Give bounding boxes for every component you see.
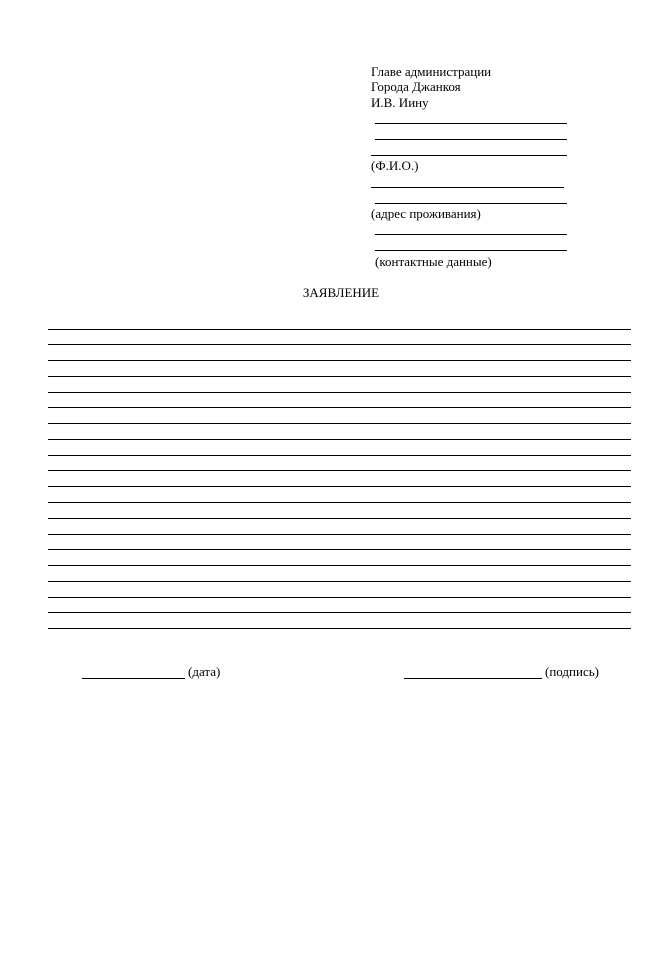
body-line: [48, 581, 631, 582]
body-line: [48, 470, 631, 471]
signature-blank-line: [404, 678, 542, 679]
body-line: [48, 439, 631, 440]
body-line: [48, 597, 631, 598]
body-line: [48, 376, 631, 377]
fio-blank-line-1: [375, 123, 567, 124]
body-line: [48, 392, 631, 393]
addressee-line-2: Города Джанкоя: [371, 79, 461, 94]
body-line: [48, 423, 631, 424]
body-line: [48, 502, 631, 503]
addressee-line-1: Главе администрации: [371, 64, 492, 79]
fio-blank-line-3: [371, 155, 567, 156]
fio-caption: (Ф.И.О.): [371, 158, 419, 173]
body-line: [48, 628, 631, 629]
signature-caption: (подпись): [545, 664, 599, 679]
date-blank-line: [82, 678, 185, 679]
body-line: [48, 534, 631, 535]
body-line: [48, 360, 631, 361]
document-title: ЗАЯВЛЕНИЕ: [302, 285, 380, 300]
body-line: [48, 407, 631, 408]
body-line: [48, 518, 631, 519]
body-line: [48, 329, 631, 330]
contacts-blank-line-2: [375, 250, 567, 251]
contacts-caption: (контактные данные): [375, 254, 492, 269]
addressee-line-3: И.В. Иину: [371, 95, 429, 110]
body-line: [48, 344, 631, 345]
address-blank-line-1: [371, 187, 564, 188]
body-line: [48, 486, 631, 487]
body-line: [48, 565, 631, 566]
address-blank-line-2: [375, 203, 567, 204]
fio-blank-line-2: [375, 139, 567, 140]
body-line: [48, 549, 631, 550]
address-caption: (адрес проживания): [371, 206, 481, 221]
body-line: [48, 612, 631, 613]
contacts-blank-line-1: [375, 234, 567, 235]
body-line: [48, 455, 631, 456]
date-caption: (дата): [188, 664, 221, 679]
